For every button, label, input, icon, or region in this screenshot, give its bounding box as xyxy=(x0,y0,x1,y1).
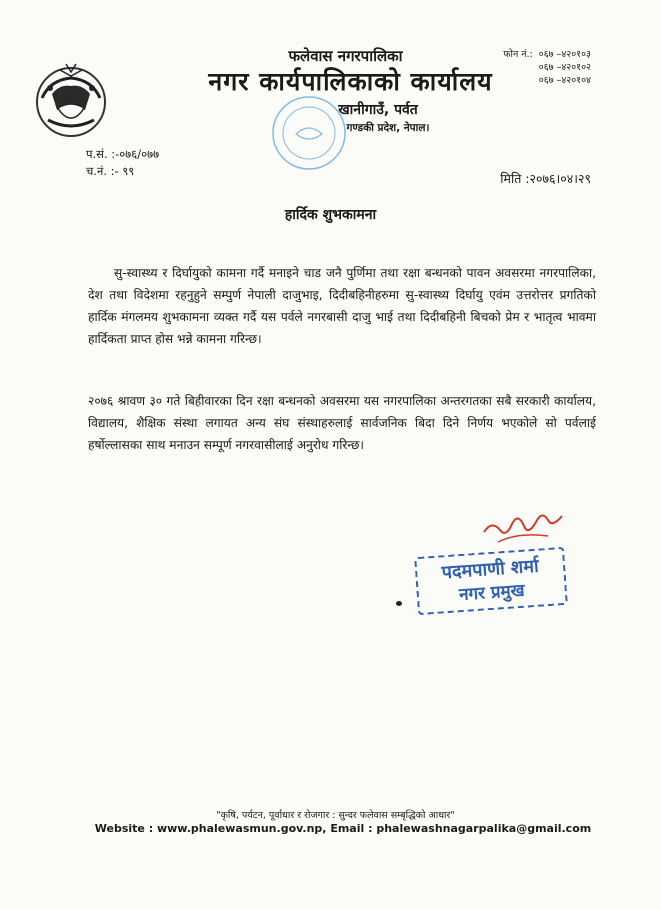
phone-number: ०६७ –४२०१०४ xyxy=(538,75,591,86)
municipality-name: फलेवास नगरपालिका xyxy=(288,47,403,65)
letter-subject: हार्दिक शुभकामना xyxy=(284,207,377,223)
email-link[interactable]: phalewashnagarpalika@gmail.com xyxy=(376,822,592,835)
office-title: नगर कार्यपालिकाको कार्यालय xyxy=(208,67,493,96)
website-label: Website : xyxy=(94,822,154,835)
stamp-name: पदमपाणी शर्मा xyxy=(441,555,540,584)
letter-reference: प.सं. :-०७६/०७७ xyxy=(86,147,160,161)
reference-numbers xyxy=(86,146,159,180)
office-location: खानीगाउँ, पर्वत xyxy=(338,102,418,118)
ink-dot xyxy=(396,601,402,606)
dispatch-number: च.नं. :- ९९ xyxy=(86,164,135,178)
stamp-title: नगर प्रमुख xyxy=(458,580,526,606)
body-paragraph-1: सु-स्वास्थ्य र दिर्घायुको कामना गर्दै मनाइने चाड जनै पुर्णिमा तथा रक्षा बन्धनको पावन अवसरमा नगरपालिका, देश तथा विदेशमा रहनुहुने सम्पुर्ण नेपाली दाजुभाइ, दिदीबहिनीहरुमा सु-स्वास्थ्य दिर्घायु एवंम उत्तरोत्तर प्रगतिको हार्दिक मंगलमय शुभकामना व्यक्त गर्दै यस पर्वले नगरबासी दाजु भाई तथा दिदीबहिनी बिचको प्रेम र भातृत्व भावमा हार्दिकता प्राप्त होस भन्ने कामना गरिन्छ। xyxy=(88,266,596,346)
website-link[interactable]: www.phalewasmun.gov.np, xyxy=(156,822,327,835)
footer-contact xyxy=(0,822,661,835)
mayor-stamp xyxy=(414,547,568,615)
letter-date: मिति :२०७६।०४।२९ xyxy=(500,171,591,186)
signature-icon xyxy=(478,502,568,552)
province-country: गण्डकी प्रदेश, नेपाल। xyxy=(346,122,430,134)
phone-label: फोन नं.: xyxy=(503,49,533,60)
body-paragraph-2: २०७६ श्रावण ३० गते बिहीवारका दिन रक्षा बन्धनको अवसरमा यस नगरपालिका अन्तरगतका सबै सरकारी कार्यालय, विद्यालय, शैक्षिक संस्था लगायत अन्य संघ संस्थाहरुलाई सार्वजनिक बिदा दिने निर्णय भएकोले सो पर्वलाई हर्षोल्लासका साथ मनाउन सम्पूर्ण नगरवासीलाई अनुरोध गरिन्छ। xyxy=(88,394,596,452)
phone-number: ०६७ –४२०१०२ xyxy=(538,62,591,73)
phone-number: ०६७ –४२०१०३ xyxy=(538,49,591,60)
phone-numbers xyxy=(485,48,591,87)
email-label: Email : xyxy=(330,822,373,835)
footer-tagline: "कृषि, पर्यटन, पूर्वाधार र रोजगार : सुन्दर फलेवास सम्बृद्धिको आधार" xyxy=(216,810,455,821)
